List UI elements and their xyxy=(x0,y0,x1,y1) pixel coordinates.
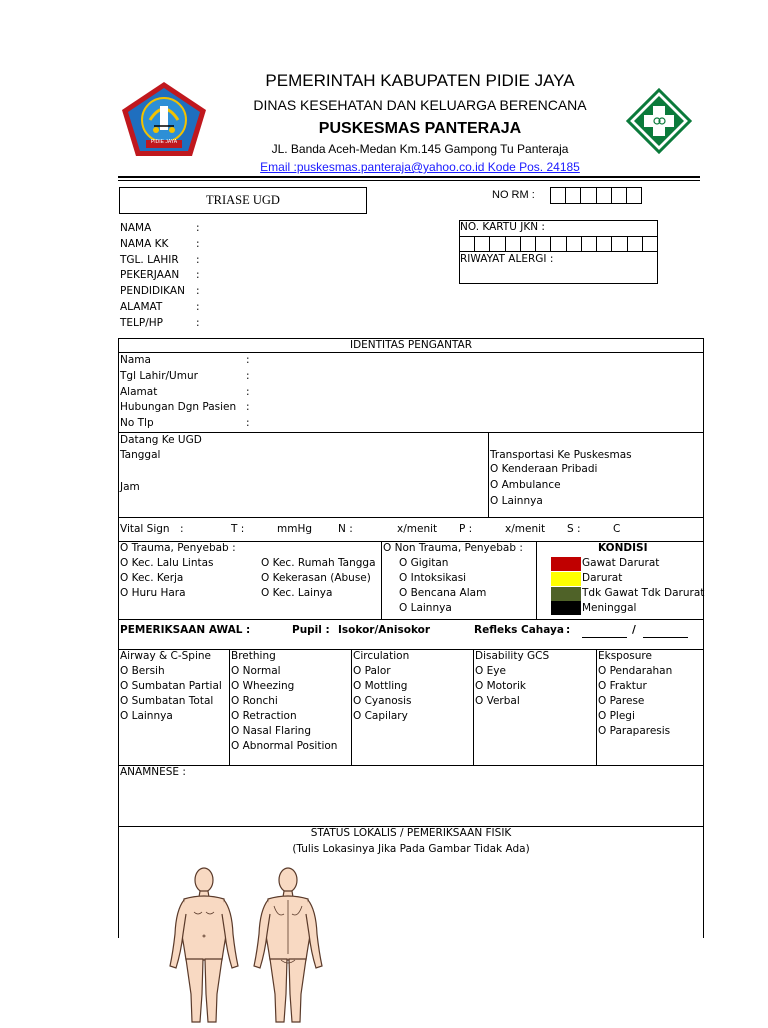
colon: : xyxy=(196,300,200,313)
header-puskesmas: PUSKESMAS PANTERAJA xyxy=(318,120,522,137)
breathing-option[interactable]: O Nasal Flaring xyxy=(231,725,311,737)
norm-input-grid[interactable] xyxy=(550,187,642,204)
vital-t: T : xyxy=(231,523,245,535)
airway-option[interactable]: O Lainnya xyxy=(120,710,173,722)
refleks-slash: / xyxy=(632,624,636,636)
airway-column xyxy=(120,649,222,724)
colon: : xyxy=(196,269,200,282)
breathing-title: Brething xyxy=(231,650,276,662)
vital-n: N : xyxy=(338,523,353,535)
refleks-colon: : xyxy=(566,624,571,636)
trauma-option[interactable]: O Kec. Lalu Lintas xyxy=(120,557,214,569)
vital-p: P : xyxy=(459,523,473,535)
field-alamat: ALAMAT xyxy=(120,300,163,313)
header-divider-thin xyxy=(118,180,700,181)
pengantar-colons xyxy=(246,353,250,432)
kondisi-title: KONDISI xyxy=(598,542,648,554)
colon: : xyxy=(246,385,250,398)
row-line xyxy=(118,517,704,518)
status-title: STATUS LOKALIS / PEMERIKSAAN FISIK xyxy=(310,827,512,839)
kondisi-option[interactable]: Meninggal xyxy=(582,602,637,614)
transport-title: Transportasi Ke Puskesmas xyxy=(490,449,632,461)
logo-left-text: PIDIE JAYA xyxy=(150,139,178,145)
vital-mmhg: mmHg xyxy=(277,523,313,535)
triage-title: TRIASE UGD xyxy=(206,193,280,207)
header-address: JL. Banda Aceh-Medan Km.145 Gampong Tu Panteraja xyxy=(271,142,569,156)
field-nama-kk: NAMA KK xyxy=(120,237,169,250)
nontrauma-option[interactable]: O Bencana Alam xyxy=(399,587,487,599)
body-back-figure[interactable] xyxy=(248,866,328,1024)
breathing-option[interactable]: O Retraction xyxy=(231,710,297,722)
datang-label: Datang Ke UGD xyxy=(120,434,202,446)
pemeriksaan-colon: : xyxy=(246,624,251,636)
pengantar-tgl-lahir: Tgl Lahir/Umur xyxy=(120,369,198,382)
colon: : xyxy=(246,354,250,366)
breathing-option[interactable]: O Normal xyxy=(231,665,281,677)
colon: : xyxy=(196,285,200,298)
kondisi-option[interactable]: Tdk Gawat Tdk Darurat xyxy=(582,587,705,599)
colon: : xyxy=(246,369,250,382)
kondisi-swatch-darurat xyxy=(551,572,581,586)
transport-options xyxy=(490,462,597,510)
trauma-option[interactable]: O Kec. Kerja xyxy=(120,572,184,584)
trauma-col2 xyxy=(261,556,376,601)
pupil-label: Pupil : xyxy=(292,624,330,636)
field-tgl-lahir: TGL. LAHIR xyxy=(120,253,179,266)
pengantar-nama: Nama xyxy=(120,354,151,366)
refleks-label: Refleks Cahaya xyxy=(474,624,564,636)
kondisi-swatch-tdk-gawat xyxy=(551,587,581,601)
kondisi-option[interactable]: Darurat xyxy=(582,572,623,584)
assessment-divider xyxy=(473,649,474,765)
kondisi-option[interactable]: Gawat Darurat xyxy=(582,557,660,569)
circulation-option[interactable]: O Cyanosis xyxy=(353,695,412,707)
kondisi-options xyxy=(582,556,704,616)
disability-option[interactable]: O Motorik xyxy=(475,680,526,692)
anamnese-input-area[interactable] xyxy=(119,780,703,825)
header-dinas: DINAS KESEHATAN DAN KELUARGA BERENCANA xyxy=(253,97,587,113)
field-pekerjaan: PEKERJAAN xyxy=(120,269,180,282)
exposure-option[interactable]: O Plegi xyxy=(598,710,635,722)
pemeriksaan-label: PEMERIKSAAN AWAL xyxy=(120,624,243,636)
breathing-column xyxy=(231,649,337,754)
riwayat-alergi-label: RIWAYAT ALERGI : xyxy=(460,253,554,265)
exposure-option[interactable]: O Parese xyxy=(598,695,645,707)
row-line xyxy=(118,432,704,433)
circulation-title: Circulation xyxy=(353,650,410,662)
nontrauma-option[interactable]: O Intoksikasi xyxy=(399,572,467,584)
colon: : xyxy=(196,222,200,234)
assessment-divider xyxy=(351,649,352,765)
refleks-left-blank[interactable] xyxy=(582,637,627,638)
datang-tanggal: Tanggal xyxy=(120,449,161,461)
anamnese-label: ANAMNESE : xyxy=(120,766,186,778)
airway-title: Airway & C-Spine xyxy=(120,650,211,662)
body-front-figure[interactable] xyxy=(164,866,244,1024)
nontrauma-options xyxy=(399,556,486,616)
vital-n-unit: x/menit xyxy=(397,523,438,535)
transport-option-ambulance[interactable]: O Ambulance xyxy=(490,479,561,491)
trauma-option[interactable]: O Kec. Lainya xyxy=(261,587,333,599)
airway-option[interactable]: O Sumbatan Total xyxy=(120,695,214,707)
trauma-option[interactable]: O Huru Hara xyxy=(120,587,186,599)
disability-option[interactable]: O Verbal xyxy=(475,695,520,707)
assessment-divider xyxy=(229,649,230,765)
circulation-option[interactable]: O Palor xyxy=(353,665,391,677)
vital-s-unit: C xyxy=(613,523,621,535)
field-nama: NAMA xyxy=(120,222,152,234)
circulation-column xyxy=(353,649,412,724)
kondisi-divider xyxy=(536,541,537,619)
kondisi-swatch-meninggal xyxy=(551,601,581,615)
airway-option[interactable]: O Bersih xyxy=(120,665,165,677)
pupil-value[interactable]: Isokor/Anisokor xyxy=(338,624,431,636)
kartu-jkn-label: NO. KARTU JKN : xyxy=(460,221,545,233)
pengantar-fields xyxy=(120,353,236,432)
transport-option-lainnya[interactable]: O Lainnya xyxy=(490,495,543,507)
circulation-option[interactable]: O Capilary xyxy=(353,710,408,722)
datang-jam: Jam xyxy=(120,481,140,493)
exposure-option[interactable]: O Paraparesis xyxy=(598,725,671,737)
kondisi-swatch-gawat-darurat xyxy=(551,557,581,571)
vital-p-unit: x/menit xyxy=(505,523,546,535)
colon: : xyxy=(196,253,200,266)
breathing-option[interactable]: O Wheezing xyxy=(231,680,295,692)
patient-colons xyxy=(196,221,206,332)
field-pendidikan: PENDIDIKAN xyxy=(120,285,185,298)
disability-title: Disability GCS xyxy=(475,650,550,662)
exposure-title: Eksposure xyxy=(598,650,652,662)
vital-colon: : xyxy=(180,523,184,535)
breathing-option[interactable]: O Abnormal Position xyxy=(231,740,338,752)
kartu-jkn-input-grid[interactable] xyxy=(459,236,658,252)
circulation-option[interactable]: O Mottling xyxy=(353,680,408,692)
field-telp: TELP/HP xyxy=(120,316,163,329)
exposure-option[interactable]: O Fraktur xyxy=(598,680,647,692)
trauma-divider xyxy=(381,541,382,619)
trauma-title[interactable]: O Trauma, Penyebab : xyxy=(120,542,236,554)
header-email[interactable]: Email :puskesmas.panteraja@yahoo.co.id Kode Pos. 24185 xyxy=(260,160,580,174)
row-line xyxy=(118,765,704,766)
nontrauma-title[interactable]: O Non Trauma, Penyebab : xyxy=(383,542,523,554)
trauma-option[interactable]: O Kec. Rumah Tangga xyxy=(261,557,376,569)
refleks-right-blank[interactable] xyxy=(643,637,688,638)
exposure-column xyxy=(598,649,672,739)
disability-option[interactable]: O Eye xyxy=(475,665,506,677)
airway-option[interactable]: O Sumbatan Partial xyxy=(120,680,222,692)
row-line xyxy=(118,619,704,620)
trauma-option[interactable]: O Kekerasan (Abuse) xyxy=(261,572,371,584)
vital-s: S : xyxy=(567,523,581,535)
disability-column xyxy=(475,649,549,709)
colon: : xyxy=(246,401,250,414)
colon: : xyxy=(246,417,250,430)
transport-option-pribadi[interactable]: O Kenderaan Pribadi xyxy=(490,463,598,475)
colon: : xyxy=(196,237,200,250)
assessment-divider xyxy=(596,649,597,765)
vital-label: Vital Sign xyxy=(120,523,170,535)
header-government: PEMERINTAH KABUPATEN PIDIE JAYA xyxy=(265,71,575,90)
pengantar-no-tlp: No Tlp xyxy=(120,417,154,430)
nontrauma-option[interactable]: O Gigitan xyxy=(399,557,449,569)
colon: : xyxy=(196,316,200,329)
status-subtitle: (Tulis Lokasinya Jika Pada Gambar Tidak Ada) xyxy=(292,843,530,855)
pengantar-alamat: Alamat xyxy=(120,385,158,398)
trauma-col1 xyxy=(120,556,214,601)
breathing-option[interactable]: O Ronchi xyxy=(231,695,278,707)
pengantar-title: IDENTITAS PENGANTAR xyxy=(349,339,473,351)
exposure-option[interactable]: O Pendarahan xyxy=(598,665,673,677)
norm-label: NO RM : xyxy=(492,189,535,201)
datang-divider xyxy=(488,432,489,517)
nontrauma-option[interactable]: O Lainnya xyxy=(399,602,452,614)
pengantar-hubungan: Hubungan Dgn Pasien xyxy=(120,401,237,414)
triage-title-box xyxy=(119,187,367,214)
header-divider xyxy=(118,176,700,178)
